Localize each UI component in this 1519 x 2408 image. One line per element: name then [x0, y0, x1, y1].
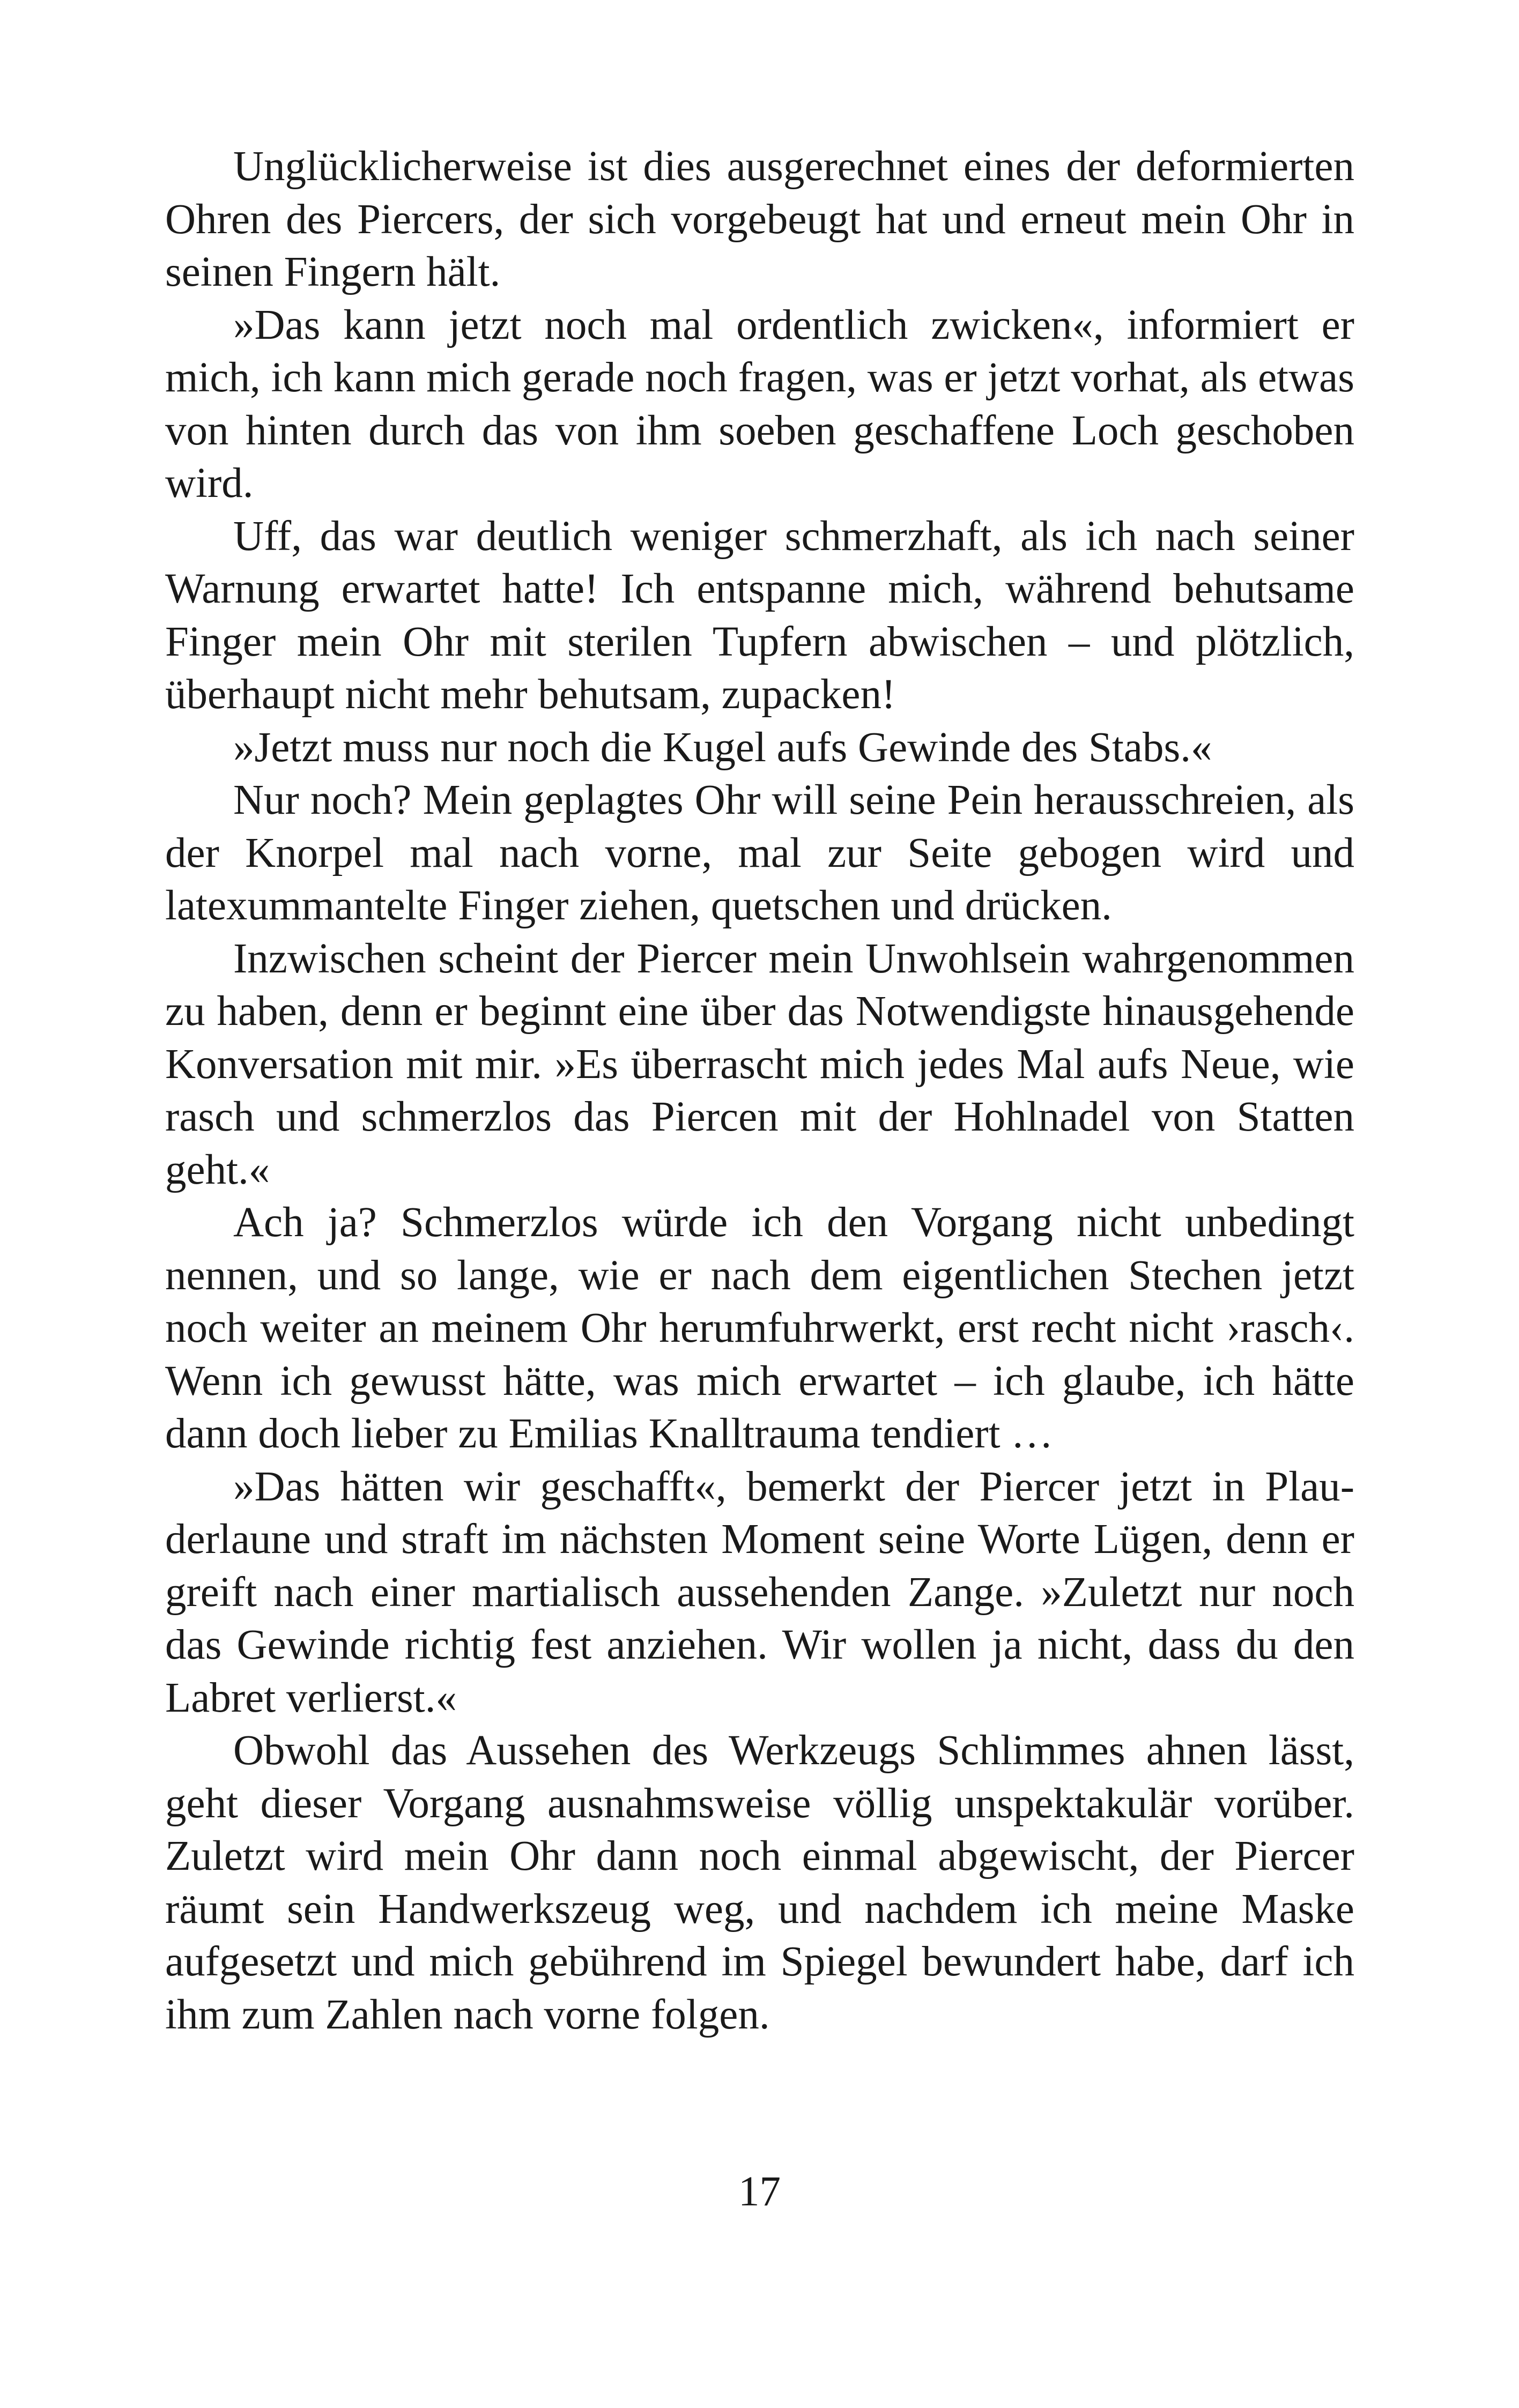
paragraph-4: »Jetzt muss nur noch die Kugel aufs Gewinde des Stabs.« [233, 724, 1212, 771]
paragraph-9: Obwohl das Aussehen des Werkzeugs Schlimmes ahnen lässt, geht dieser Vorgang ausnahmsweise völlig unspektakulär vorüber. Zuletzt wird mein Ohr dann noch einmal abgewischt, der Piercer räumt sein Handwerkszeug weg, und nachdem ich meine Maske aufgesetzt und mich gebührend im Spiegel bewundert habe, darf ich ihm zum Zahlen nach vorne folgen. [165, 1727, 1354, 2038]
paragraph-5: Nur noch? Mein geplagtes Ohr will seine Pein herausschreien, als der Knorpel mal nach vorne, mal zur Seite gebogen wird und latexummantelte Finger ziehen, quetschen und drücken. [165, 777, 1354, 929]
paragraph-3: Uff, das war deutlich weniger schmerzhaft, als ich nach seiner Warnung erwartet hatte! Ich entspanne mich, während behutsame Finger mein Ohr mit sterilen Tupfern abwischen – und plötzlich, überhaupt nicht mehr behutsam, zupacken! [165, 512, 1354, 718]
paragraph-2: »Das kann jetzt noch mal ordentlich zwicken«, informiert er mich, ich kann mich gerade noch fragen, was er jetzt vorhat, als etwas von hinten durch das von ihm soeben geschaffene Loch geschoben wird. [165, 301, 1354, 507]
paragraph-7: Ach ja? Schmerzlos würde ich den Vorgang nicht unbedingt nennen, und so lange, wie er nach dem eigentlichen Stechen jetzt noch weiter an meinem Ohr herumfuhrwerkt, erst recht nicht ›rasch‹. Wenn ich gewusst hätte, was mich erwartet – ich glaube, ich hätte dann doch lieber zu Emilias Knalltrauma tendiert … [165, 1199, 1354, 1457]
body-text [165, 140, 1354, 2041]
paragraph-1: Unglücklicherweise ist dies ausgerechnet eines der deformierten Ohren des Piercers, der sich vorgebeugt hat und erneut mein Ohr in seinen Fingern hält. [165, 143, 1354, 295]
paragraph-6: Inzwischen scheint der Piercer mein Unwohlsein wahrgenommen zu haben, denn er beginnt eine über das Notwendigste hinausgehende Konversation mit mir. »Es überrascht mich jedes Mal aufs Neue, wie rasch und schmerzlos das Piercen mit der Hohlnadel von Statten geht.« [165, 935, 1354, 1193]
paragraph-8: »Das hätten wir geschafft«, bemerkt der Piercer jetzt in Plauderlaune und straft im nächsten Moment seine Worte Lügen, denn er greift nach einer martialisch aussehenden Zange. »Zuletzt nur noch das Gewinde richtig fest anziehen. Wir wollen ja nicht, dass du den Labret verlierst.« [165, 1463, 1354, 1721]
page-number: 17 [738, 2168, 781, 2215]
